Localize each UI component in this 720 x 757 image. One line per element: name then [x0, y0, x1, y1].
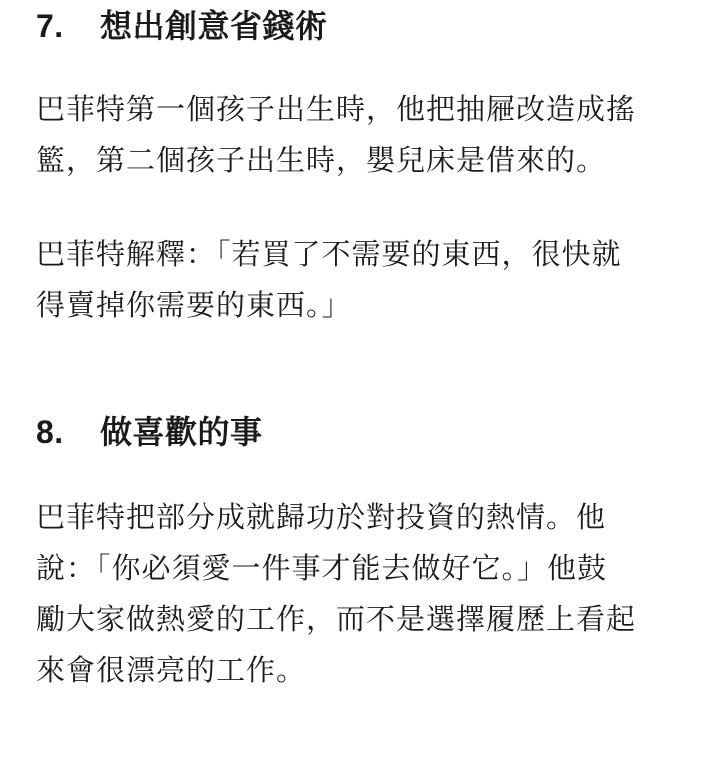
- paragraph-line: 得賣掉你需要的東西。」: [36, 288, 352, 322]
- paragraph-line: 說：「你必須愛一件事才能去做好它。」他鼓: [36, 551, 608, 585]
- paragraph-line: 巴菲特把部分成就歸功於對投資的熱情。他: [36, 500, 607, 534]
- section-heading-8: [36, 408, 263, 456]
- paragraph-line: 巴菲特解釋：「若買了不需要的東西，很快就: [36, 237, 622, 271]
- section-number: 7.: [36, 8, 64, 44]
- paragraph-line: 籃，第二個孩子出生時，嬰兒床是借來的。: [36, 143, 607, 177]
- paragraph: [36, 229, 686, 331]
- paragraph-line: 巴菲特第一個孩子出生時，他把抽屜改造成搖: [36, 92, 637, 126]
- paragraph: [36, 492, 686, 696]
- paragraph-line: 勵大家做熱愛的工作，而不是選擇履歷上看起: [36, 602, 637, 636]
- paragraph-line: 來會很漂亮的工作。: [36, 653, 307, 687]
- section-title: 做喜歡的事: [100, 413, 263, 451]
- paragraph: [36, 84, 686, 186]
- section-heading-7: [36, 2, 328, 50]
- section-title: 想出創意省錢術: [100, 7, 328, 45]
- section-number: 8.: [36, 414, 64, 450]
